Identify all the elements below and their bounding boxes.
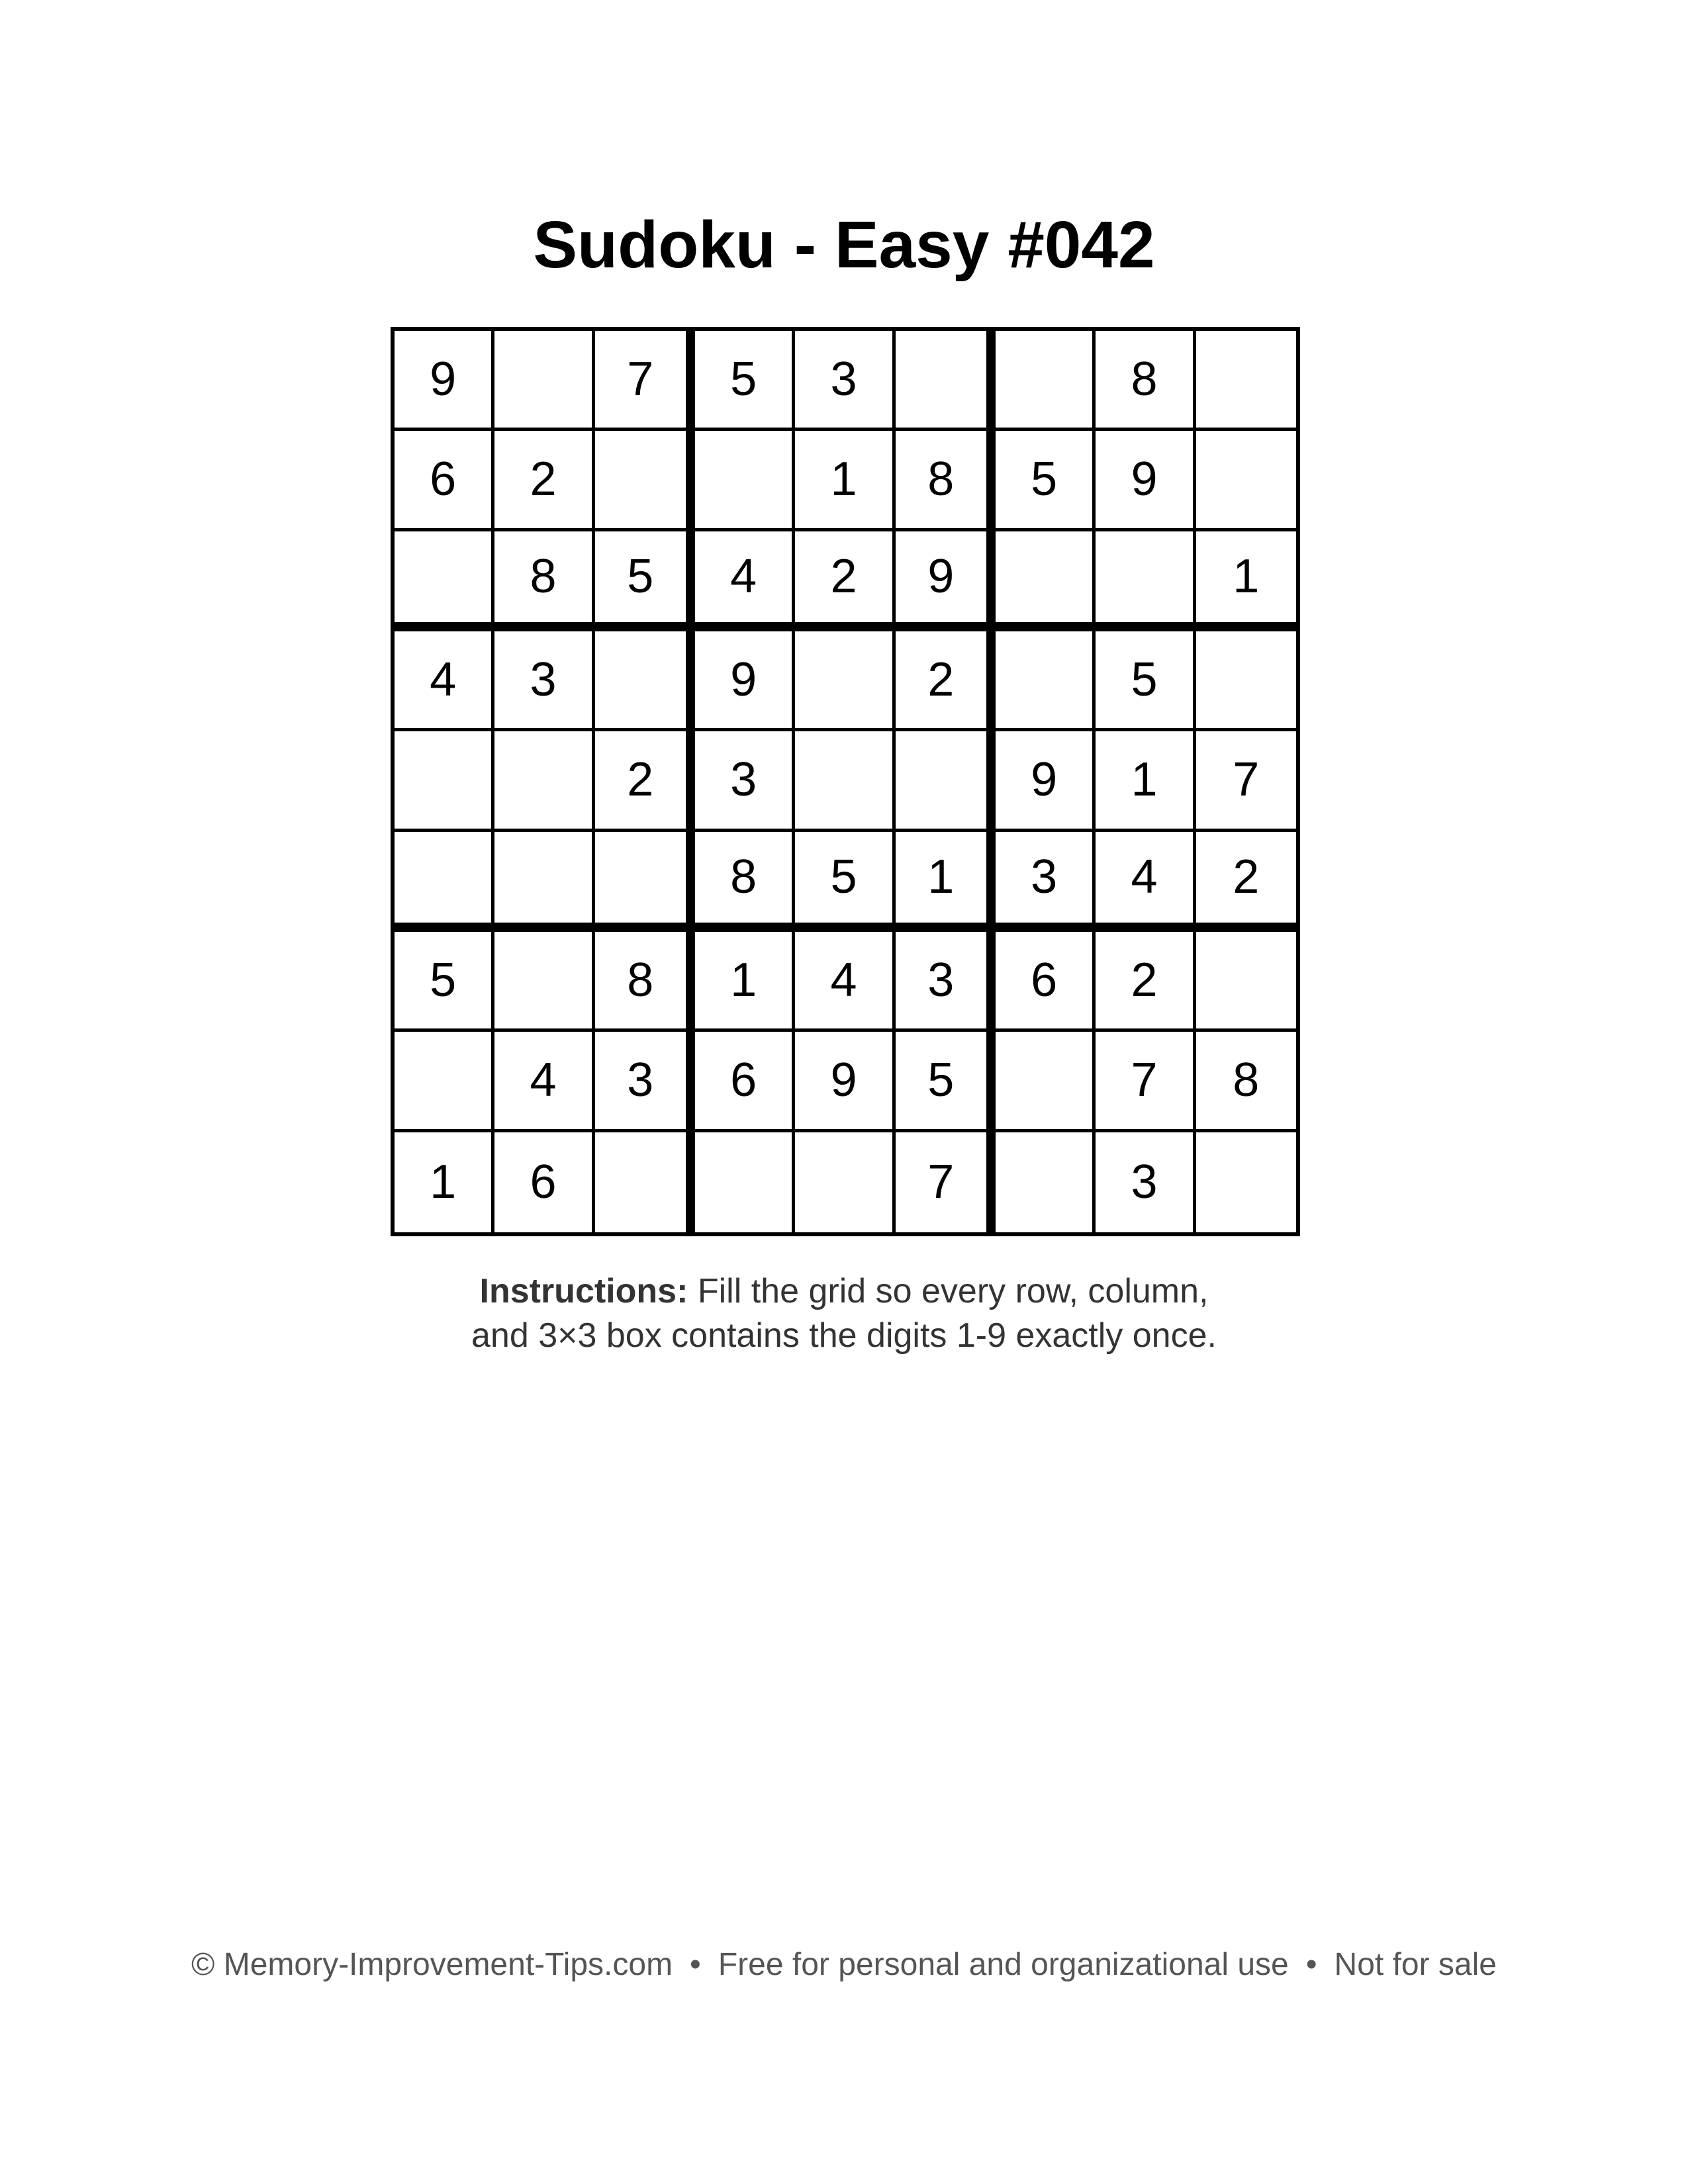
empty-cell[interactable] xyxy=(795,631,895,731)
given-cell: 6 xyxy=(395,431,494,531)
given-cell: 8 xyxy=(896,431,996,531)
given-cell: 8 xyxy=(595,932,695,1032)
footer-separator: • xyxy=(1305,1947,1317,1982)
given-cell: 8 xyxy=(494,531,594,631)
given-cell: 2 xyxy=(795,531,895,631)
given-cell: 7 xyxy=(1196,731,1296,831)
given-cell: 3 xyxy=(494,631,594,731)
given-cell: 3 xyxy=(695,731,795,831)
empty-cell[interactable] xyxy=(494,932,594,1032)
given-cell: 2 xyxy=(896,631,996,731)
given-cell: 9 xyxy=(795,1032,895,1132)
given-cell: 5 xyxy=(795,832,895,932)
given-cell: 1 xyxy=(395,1132,494,1232)
empty-cell[interactable] xyxy=(695,431,795,531)
instructions-text-1: Fill the grid so every row, column, xyxy=(688,1272,1209,1310)
given-cell: 6 xyxy=(996,932,1096,1032)
given-cell: 5 xyxy=(595,531,695,631)
empty-cell[interactable] xyxy=(996,1132,1096,1232)
empty-cell[interactable] xyxy=(795,731,895,831)
empty-cell[interactable] xyxy=(795,1132,895,1232)
instructions xyxy=(0,1269,1688,1358)
given-cell: 3 xyxy=(795,331,895,431)
given-cell: 4 xyxy=(395,631,494,731)
given-cell: 5 xyxy=(395,932,494,1032)
given-cell: 9 xyxy=(896,531,996,631)
given-cell: 5 xyxy=(1096,631,1196,731)
given-cell: 8 xyxy=(1096,331,1196,431)
given-cell: 2 xyxy=(1196,832,1296,932)
empty-cell[interactable] xyxy=(494,731,594,831)
empty-cell[interactable] xyxy=(595,431,695,531)
empty-cell[interactable] xyxy=(595,631,695,731)
given-cell: 9 xyxy=(695,631,795,731)
given-cell: 8 xyxy=(695,832,795,932)
given-cell: 9 xyxy=(1096,431,1196,531)
empty-cell[interactable] xyxy=(996,1032,1096,1132)
given-cell: 9 xyxy=(996,731,1096,831)
given-cell: 7 xyxy=(595,331,695,431)
empty-cell[interactable] xyxy=(595,1132,695,1232)
given-cell: 1 xyxy=(1096,731,1196,831)
given-cell: 6 xyxy=(494,1132,594,1232)
empty-cell[interactable] xyxy=(395,1032,494,1132)
empty-cell[interactable] xyxy=(395,531,494,631)
empty-cell[interactable] xyxy=(996,531,1096,631)
empty-cell[interactable] xyxy=(395,731,494,831)
given-cell: 3 xyxy=(896,932,996,1032)
empty-cell[interactable] xyxy=(896,731,996,831)
given-cell: 4 xyxy=(494,1032,594,1132)
empty-cell[interactable] xyxy=(595,832,695,932)
given-cell: 4 xyxy=(1096,832,1196,932)
given-cell: 3 xyxy=(1096,1132,1196,1232)
given-cell: 4 xyxy=(795,932,895,1032)
given-cell: 1 xyxy=(795,431,895,531)
given-cell: 5 xyxy=(695,331,795,431)
given-cell: 2 xyxy=(595,731,695,831)
empty-cell[interactable] xyxy=(896,331,996,431)
empty-cell[interactable] xyxy=(1196,631,1296,731)
empty-cell[interactable] xyxy=(494,331,594,431)
empty-cell[interactable] xyxy=(1196,331,1296,431)
empty-cell[interactable] xyxy=(1196,1132,1296,1232)
given-cell: 5 xyxy=(896,1032,996,1132)
footer xyxy=(0,1943,1688,1987)
empty-cell[interactable] xyxy=(1096,531,1196,631)
given-cell: 9 xyxy=(395,331,494,431)
given-cell: 7 xyxy=(1096,1032,1196,1132)
given-cell: 1 xyxy=(695,932,795,1032)
footer-separator: • xyxy=(690,1947,701,1982)
sudoku-grid xyxy=(391,327,1300,1236)
instructions-label: Instructions: xyxy=(479,1272,688,1310)
given-cell: 3 xyxy=(595,1032,695,1132)
given-cell: 3 xyxy=(996,832,1096,932)
empty-cell[interactable] xyxy=(1196,431,1296,531)
given-cell: 8 xyxy=(1196,1032,1296,1132)
empty-cell[interactable] xyxy=(996,631,1096,731)
instructions-line-1 xyxy=(0,1269,1688,1314)
given-cell: 4 xyxy=(695,531,795,631)
empty-cell[interactable] xyxy=(395,832,494,932)
given-cell: 6 xyxy=(695,1032,795,1132)
empty-cell[interactable] xyxy=(494,832,594,932)
footer-copyright: © Memory-Improvement-Tips.com xyxy=(191,1947,673,1982)
given-cell: 7 xyxy=(896,1132,996,1232)
given-cell: 1 xyxy=(1196,531,1296,631)
given-cell: 2 xyxy=(494,431,594,531)
instructions-text-2: and 3×3 box contains the digits 1-9 exactly once. xyxy=(471,1316,1217,1355)
puzzle-title: Sudoku - Easy #042 xyxy=(533,208,1155,282)
footer-license: Free for personal and organizational use xyxy=(718,1947,1289,1982)
empty-cell[interactable] xyxy=(1196,932,1296,1032)
given-cell: 2 xyxy=(1096,932,1196,1032)
given-cell: 1 xyxy=(896,832,996,932)
footer-note: Not for sale xyxy=(1334,1947,1497,1982)
empty-cell[interactable] xyxy=(996,331,1096,431)
empty-cell[interactable] xyxy=(695,1132,795,1232)
given-cell: 5 xyxy=(996,431,1096,531)
